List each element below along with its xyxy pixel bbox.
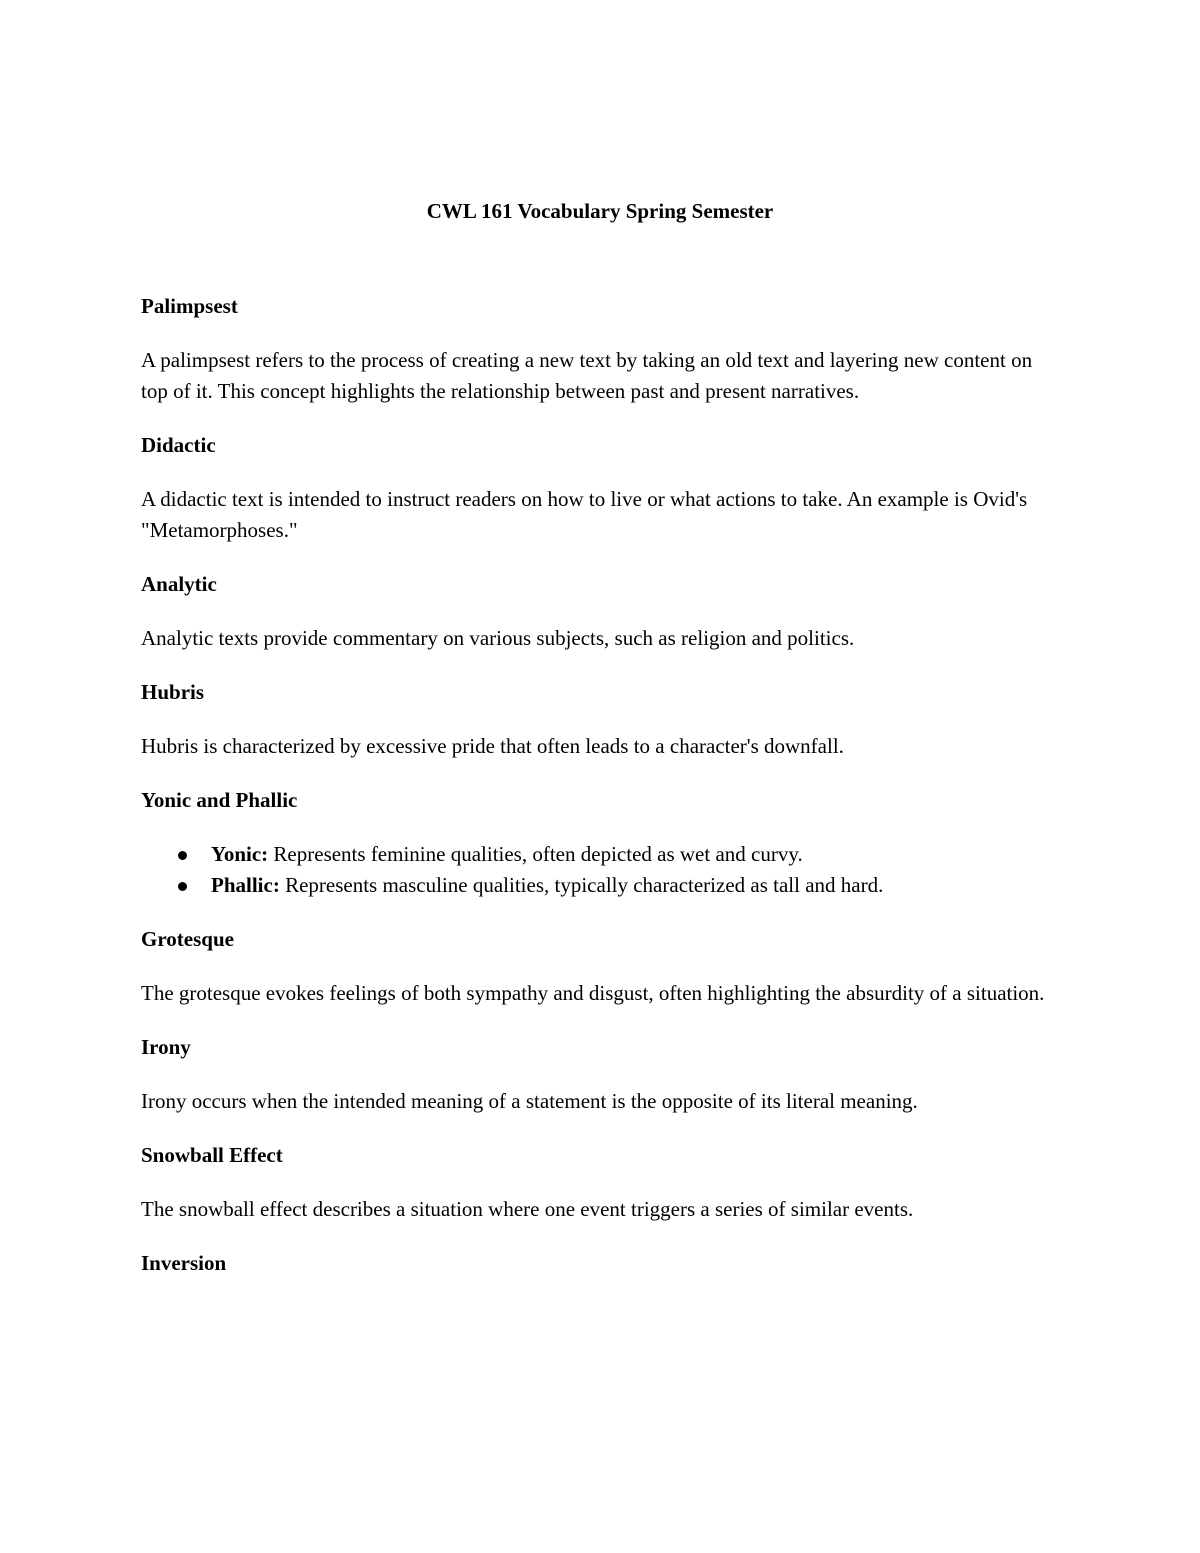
bullet-icon	[178, 851, 187, 860]
bullet-text: Represents masculine qualities, typically characterized as tall and hard.	[279, 873, 884, 897]
bullet-text: Represents feminine qualities, often depicted as wet and curvy.	[268, 842, 803, 866]
term-definition: Analytic texts provide commentary on various subjects, such as religion and politics.	[141, 626, 855, 650]
term-definition: The grotesque evokes feelings of both sympathy and disgust, often highlighting the absurdity of a situation.	[141, 981, 1045, 1005]
term-heading: Grotesque	[141, 927, 234, 951]
list-item	[141, 870, 1059, 901]
document-title: CWL 161 Vocabulary Spring Semester	[426, 199, 774, 223]
bullet-list	[141, 839, 1059, 901]
term-heading: Inversion	[141, 1251, 227, 1275]
term-definition: Irony occurs when the intended meaning of a statement is the opposite of its literal meaning.	[141, 1089, 918, 1113]
term-heading: Analytic	[141, 572, 217, 596]
term-definition: A palimpsest refers to the process of creating a new text by taking an old text and layering new content on top of it. This concept highlights the relationship between past and present narratives.	[141, 348, 1033, 403]
term-heading: Hubris	[141, 680, 205, 704]
term-definition: Hubris is characterized by excessive pride that often leads to a character's downfall.	[141, 734, 844, 758]
bullet-icon	[178, 882, 187, 891]
term-heading: Didactic	[141, 433, 216, 457]
term-heading: Snowball Effect	[141, 1143, 283, 1167]
term-definition: A didactic text is intended to instruct readers on how to live or what actions to take. An example is Ovid's "Metamorphoses."	[141, 487, 1028, 542]
term-heading: Irony	[141, 1035, 191, 1059]
document-page	[141, 196, 1059, 1302]
list-item	[141, 839, 1059, 870]
term-heading: Palimpsest	[141, 294, 238, 318]
bullet-label: Phallic:	[211, 873, 280, 897]
term-definition: The snowball effect describes a situation where one event triggers a series of similar events.	[141, 1197, 914, 1221]
bullet-label: Yonic:	[211, 842, 269, 866]
term-heading: Yonic and Phallic	[141, 788, 298, 812]
